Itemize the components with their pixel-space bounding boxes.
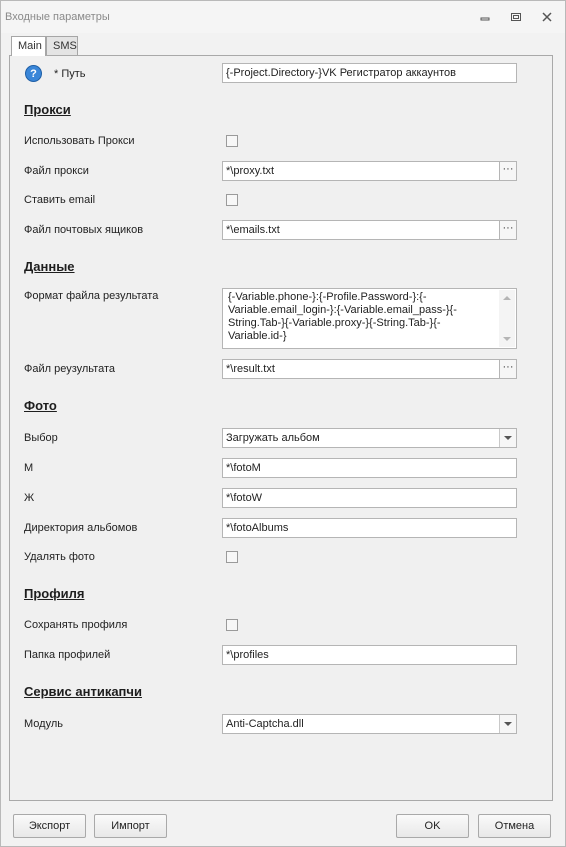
proxy-file-input[interactable]: *\proxy.txt — [222, 161, 501, 181]
result-format-textarea[interactable]: {-Variable.phone-}:{-Profile.Password-}:{-Variable.email_login-}:{-Variable.email_pass-}{-String.Tab-}{-Variable.proxy-}{-String.Tab-}{-Variable.id-} — [222, 288, 517, 349]
mailbox-file-input[interactable]: *\emails.txt — [222, 220, 501, 240]
section-photo: Фото — [24, 398, 57, 413]
result-file-label: Файл реузультата — [24, 363, 116, 375]
maximize-icon[interactable] — [508, 9, 524, 25]
zh-input[interactable]: *\fotoW — [222, 488, 517, 508]
title-bar[interactable] — [1, 1, 565, 33]
proxy-file-label: Файл прокси — [24, 165, 89, 177]
mailbox-file-label: Файл почтовых ящиков — [24, 224, 144, 236]
result-file-browse-button[interactable]: ··· — [499, 359, 517, 379]
module-select[interactable] — [222, 714, 517, 734]
chevron-down-icon[interactable] — [499, 715, 516, 733]
m-label: М — [24, 462, 34, 474]
choice-select-value: Загружать альбом — [226, 432, 320, 444]
close-icon[interactable] — [539, 9, 555, 25]
profiles-folder-label: Папка профилей — [24, 649, 111, 661]
window-title: Входные параметры — [5, 11, 110, 23]
save-profiles-label: Сохранять профиля — [24, 619, 128, 631]
help-icon[interactable]: ? — [25, 65, 42, 82]
albums-dir-label: Директория альбомов — [24, 522, 138, 534]
chevron-down-icon[interactable] — [499, 429, 516, 447]
export-button[interactable]: Экспорт — [13, 814, 86, 838]
section-captcha: Сервис антикапчи — [24, 684, 142, 699]
tab-sms[interactable]: SMS — [46, 36, 78, 55]
delete-photo-checkbox[interactable] — [226, 551, 238, 563]
ok-button[interactable]: OK — [396, 814, 469, 838]
use-proxy-checkbox[interactable] — [226, 135, 238, 147]
save-profiles-checkbox[interactable] — [226, 619, 238, 631]
scroll-up-icon[interactable] — [503, 296, 511, 300]
module-label: Модуль — [24, 718, 63, 730]
choice-select[interactable] — [222, 428, 517, 448]
import-button[interactable]: Импорт — [94, 814, 167, 838]
minimize-icon[interactable] — [477, 9, 493, 25]
delete-photo-label: Удалять фото — [24, 551, 95, 563]
tab-main[interactable]: Main — [11, 36, 46, 56]
scroll-down-icon[interactable] — [503, 337, 511, 341]
zh-label: Ж — [24, 492, 35, 504]
section-proxy: Прокси — [24, 102, 71, 117]
use-proxy-label: Использовать Прокси — [24, 135, 135, 147]
section-profiles: Профиля — [24, 586, 85, 601]
mailbox-file-browse-button[interactable]: ··· — [499, 220, 517, 240]
path-label: * Путь — [54, 68, 86, 80]
set-email-checkbox[interactable] — [226, 194, 238, 206]
profiles-folder-input[interactable]: *\profiles — [222, 645, 517, 665]
section-data: Данные — [24, 259, 75, 274]
set-email-label: Ставить email — [24, 194, 96, 206]
result-format-label: Формат файла результата — [24, 290, 159, 302]
result-format-scrollbar[interactable] — [499, 290, 515, 347]
result-file-input[interactable]: *\result.txt — [222, 359, 501, 379]
module-select-value: Anti-Captcha.dll — [226, 718, 304, 730]
cancel-button[interactable]: Отмена — [478, 814, 551, 838]
m-input[interactable]: *\fotoM — [222, 458, 517, 478]
albums-dir-input[interactable]: *\fotoAlbums — [222, 518, 517, 538]
choice-label: Выбор — [24, 432, 58, 444]
path-input[interactable]: {-Project.Directory-}VK Регистратор аккаунтов — [222, 63, 517, 83]
proxy-file-browse-button[interactable]: ··· — [499, 161, 517, 181]
